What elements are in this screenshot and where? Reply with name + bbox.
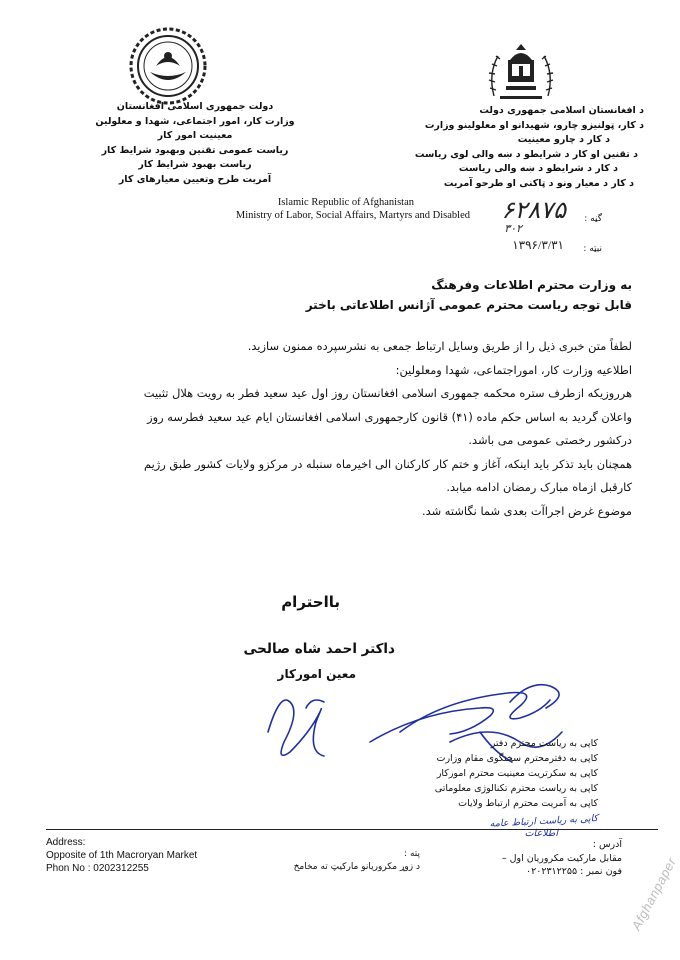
body-line: درکشور رخصتی عمومی می باشد. bbox=[468, 433, 632, 447]
copy-line: کاپی به ریاست محترم تکنالوژی معلوماتی bbox=[434, 783, 598, 794]
copy-line: کاپی به آمریت محترم ارتباط ولایات bbox=[458, 798, 598, 809]
copy-line: کاپی به ریاست محترم دفتر bbox=[490, 738, 598, 749]
header-pashto-block bbox=[344, 104, 644, 191]
copy-handwritten-line: کاپی به ریاست ارتباط عامه bbox=[489, 813, 599, 830]
ministry-english-line2: Ministry of Labor, Social Affairs, Martyrs and Disabled bbox=[235, 209, 470, 221]
afghan-emblem-logo bbox=[486, 40, 556, 102]
footer-fa-line2: مقابل مارکیت مکروریان اول – bbox=[501, 852, 622, 864]
addressee-line1: به وزارت محترم اطلاعات وفرهنگ bbox=[431, 278, 632, 292]
header-dari-block bbox=[70, 100, 320, 187]
reference-block bbox=[446, 198, 602, 262]
header-dari-line: دولت جمهوری اسلامی افغانستان bbox=[116, 101, 274, 112]
ministry-labor-logo bbox=[128, 26, 208, 106]
body-line: اطلاعیه وزارت کار، اموراجتماعی، شهدا ومعلولین: bbox=[395, 362, 632, 377]
signer-name: داکتر احمد شاه صالحی bbox=[243, 641, 395, 657]
date-label: نیټه : bbox=[583, 244, 602, 254]
body-line: لطفاً متن خبری ذیل را از طریق وسایل ارتباط جمعی به نشرسپرده ممنون سازید. bbox=[247, 339, 632, 353]
footer-fa-line1: آدرس : bbox=[592, 839, 622, 850]
date-value: ۱۳۹۶/۳/۳۱ bbox=[512, 238, 564, 252]
body-line: همچنان باید تذکر باید اینکه، آغاز و ختم کار کارکنان الی اخیرماه سنبله در مرکزو ولایات کشور طبق رژیم bbox=[144, 456, 632, 471]
header-dari-line: آمریت طرح وتعیین معیارهای کار bbox=[118, 173, 272, 185]
header-dari-line: ریاست بهبود شرایط کار bbox=[138, 159, 252, 170]
body-line: واعلان گردید به اساس حکم ماده (۴۱) قانون کارجمهوری اسلامی افغانستان ایام عید سعید فطرسه روز bbox=[147, 409, 632, 424]
footer-ps-line1: پته : bbox=[404, 849, 420, 859]
header-pashto-line: د کار، ټولنیزو چارو، شهیدانو او معلولینو وزارت bbox=[424, 119, 644, 131]
footer-en-line1: Address: bbox=[46, 837, 86, 848]
body-line: موضوع غرض اجراآت بعدی شما نگاشته شد. bbox=[422, 503, 632, 518]
header-pashto-line: د افغانستان اسلامی جمهوری دولت bbox=[479, 105, 644, 116]
header-pashto-line: د تقنین او کار د شرایطو د ښه والی لوی ریاست bbox=[414, 148, 638, 160]
footer-address-dari bbox=[422, 838, 622, 879]
footer-address-pashto bbox=[240, 848, 420, 874]
copy-line: کاپی به سکرتریت معینیت محترم اموركار bbox=[436, 768, 598, 779]
signer-title: معین اموركار bbox=[277, 667, 356, 681]
watermark: Afghanpaper bbox=[628, 855, 680, 933]
footer-ps-line2: د زوړ مکروریانو مارکیټ ته مخامخ bbox=[293, 862, 420, 872]
number-sub: ۳۰۲ bbox=[504, 223, 522, 235]
header-pashto-line: د کار د شرایطو د ښه والی ریاست bbox=[458, 163, 618, 174]
footer-address-english bbox=[46, 836, 246, 875]
footer-en-line3: Phon No : 0202312255 bbox=[46, 863, 149, 874]
header-dari-line: وزارت کار، امور اجتماعی، شهدا و معلولین bbox=[95, 115, 295, 127]
header-dari-line: معینیت امور کار bbox=[157, 130, 233, 141]
footer-en-line2: Opposite of 1th Macroryan Market bbox=[46, 850, 198, 861]
copies-list bbox=[268, 736, 598, 841]
copy-line: کاپی به دفترمحترم سخنگوی مقام وزارت bbox=[436, 753, 598, 764]
addressee-line2: قابل توجه ریاست محترم عمومی آژانس اطلاعاتی باختر bbox=[305, 298, 632, 312]
closing-salutation: بااحترام bbox=[281, 593, 340, 611]
addressee-block bbox=[52, 275, 632, 315]
copy-handwritten-line2: اطلاعات bbox=[524, 828, 558, 839]
header-dari-line: ریاست عمومی تقنین وبهبود شرایط کار bbox=[101, 144, 289, 156]
footer-divider bbox=[46, 829, 658, 830]
body-line: هرروزیکه ازطرف ستره محکمه جمهوری اسلامی افغانستان روز اول عید سعید فطر به رویت هلال تثبیت bbox=[143, 386, 632, 400]
body-line: کارقبل ازماه مبارک رمضان ادامه میابد. bbox=[446, 480, 632, 494]
number-label: گڼه : bbox=[584, 214, 602, 224]
footer-fa-line3: فون نمبر : ۰۲۰۲۳۱۲۲۵۵ bbox=[526, 866, 622, 877]
letter-body bbox=[42, 335, 632, 523]
ministry-english-line1: Islamic Republic of Afghanistan bbox=[277, 197, 414, 208]
header-pashto-line: د کار د معیار ونو د ټاکنی او طرحو آمریت bbox=[443, 177, 634, 189]
number-value: ۶۲۸۷۵ bbox=[501, 198, 566, 224]
header-pashto-line: د کار د چارو معینیت bbox=[517, 134, 610, 145]
ministry-english-name bbox=[208, 197, 470, 222]
